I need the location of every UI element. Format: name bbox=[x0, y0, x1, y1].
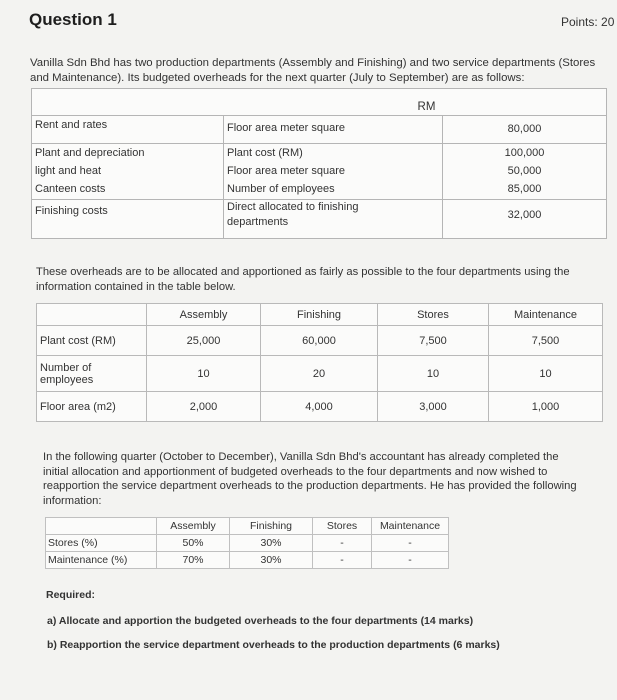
cell-value: 60,000 bbox=[261, 326, 378, 356]
overhead-basis: Number of employees bbox=[227, 183, 335, 195]
overhead-amount-cell bbox=[443, 200, 607, 239]
overhead-amount-cell bbox=[443, 116, 607, 144]
overhead-basis: departments bbox=[227, 216, 289, 228]
cell-value: 70% bbox=[157, 552, 230, 569]
overhead-amount: 32,000 bbox=[507, 209, 542, 221]
rm-header: RM bbox=[32, 89, 607, 116]
overhead-item-cell bbox=[32, 144, 224, 200]
table-row bbox=[37, 392, 603, 422]
cell-value: - bbox=[313, 552, 372, 569]
overheads-table bbox=[31, 88, 607, 239]
row-label: Stores (%) bbox=[46, 535, 157, 552]
col-header-assembly: Assembly bbox=[157, 518, 230, 535]
row-label: Number of employees bbox=[37, 356, 147, 392]
overhead-item: Rent and rates bbox=[35, 119, 108, 131]
cell-value: 30% bbox=[230, 552, 313, 569]
reapportion-header-row bbox=[46, 518, 449, 535]
overhead-basis-cell bbox=[224, 116, 443, 144]
cell-value: 1,000 bbox=[489, 392, 603, 422]
col-header-stores: Stores bbox=[313, 518, 372, 535]
departments-table bbox=[36, 303, 603, 422]
overhead-basis: Floor area meter square bbox=[227, 122, 345, 134]
cell-value: 3,000 bbox=[378, 392, 489, 422]
overhead-basis-cell bbox=[224, 200, 443, 239]
points-label: Points: 20 bbox=[561, 15, 615, 29]
table-row bbox=[46, 535, 449, 552]
row-label: Floor area (m2) bbox=[37, 392, 147, 422]
overhead-basis: Direct allocated to finishing bbox=[227, 201, 359, 213]
overheads-header-row bbox=[32, 89, 607, 116]
overhead-amount-cell bbox=[443, 144, 607, 200]
cell-value: 2,000 bbox=[147, 392, 261, 422]
col-header-stores: Stores bbox=[378, 304, 489, 326]
reapportion-paragraph: In the following quarter (October to December), Vanilla Sdn Bhd's accountant has already completed the initial allocation and apportionment of budgeted overheads to the four departments and now wished to reapportion the service department overheads to the production departments. He has provided the following information: bbox=[43, 451, 577, 507]
overhead-item: light and heat bbox=[35, 165, 102, 177]
required-label: Required: bbox=[46, 589, 96, 601]
cell-value: 7,500 bbox=[489, 326, 603, 356]
overhead-amount: 100,000 bbox=[504, 147, 545, 159]
overhead-item: Plant and depreciation bbox=[35, 147, 145, 159]
cell-value: 50% bbox=[157, 535, 230, 552]
required-part-a: a) Allocate and apportion the budgeted overheads to the four departments (14 marks) bbox=[47, 615, 474, 627]
row-label: Maintenance (%) bbox=[46, 552, 157, 569]
cell-value: 25,000 bbox=[147, 326, 261, 356]
overhead-basis-cell bbox=[224, 144, 443, 200]
cell-value: - bbox=[313, 535, 372, 552]
table-row bbox=[46, 552, 449, 569]
overhead-basis: Plant cost (RM) bbox=[227, 147, 303, 159]
overheads-row bbox=[32, 116, 607, 144]
row-label: Plant cost (RM) bbox=[37, 326, 147, 356]
departments-header-row bbox=[37, 304, 603, 326]
allocation-paragraph: These overheads are to be allocated and apportioned as fairly as possible to the four departments using the information contained in the table below. bbox=[36, 266, 570, 293]
overhead-item: Finishing costs bbox=[35, 205, 108, 217]
cell-value: - bbox=[372, 552, 449, 569]
corner-cell bbox=[37, 304, 147, 326]
overhead-basis: Floor area meter square bbox=[227, 165, 345, 177]
required-part-b: b) Reapportion the service department overheads to the production departments (6 marks) bbox=[47, 639, 500, 651]
corner-cell bbox=[46, 518, 157, 535]
table-row bbox=[37, 356, 603, 392]
cell-value: 10 bbox=[489, 356, 603, 392]
overhead-amount: 85,000 bbox=[507, 183, 542, 195]
cell-value: 20 bbox=[261, 356, 378, 392]
overhead-item-cell bbox=[32, 200, 224, 239]
intro-paragraph: Vanilla Sdn Bhd has two production departments (Assembly and Finishing) and two service departments (Stores and Maintenance). Its budgeted overheads for the next quarter (July to September) are as follows: bbox=[30, 57, 596, 84]
cell-value: 4,000 bbox=[261, 392, 378, 422]
cell-value: 10 bbox=[147, 356, 261, 392]
cell-value: 10 bbox=[378, 356, 489, 392]
col-header-maintenance: Maintenance bbox=[489, 304, 603, 326]
reapportion-table bbox=[45, 517, 449, 569]
overhead-item-cell bbox=[32, 116, 224, 144]
overhead-amount: 80,000 bbox=[507, 123, 542, 135]
question-title: Question 1 bbox=[29, 10, 117, 29]
overheads-row bbox=[32, 144, 607, 200]
overheads-row bbox=[32, 200, 607, 239]
overhead-item: Canteen costs bbox=[35, 183, 106, 195]
table-row bbox=[37, 326, 603, 356]
col-header-finishing: Finishing bbox=[261, 304, 378, 326]
cell-value: 30% bbox=[230, 535, 313, 552]
col-header-assembly: Assembly bbox=[147, 304, 261, 326]
col-header-maintenance: Maintenance bbox=[372, 518, 449, 535]
cell-value: 7,500 bbox=[378, 326, 489, 356]
col-header-finishing: Finishing bbox=[230, 518, 313, 535]
cell-value: - bbox=[372, 535, 449, 552]
overhead-amount: 50,000 bbox=[507, 165, 542, 177]
